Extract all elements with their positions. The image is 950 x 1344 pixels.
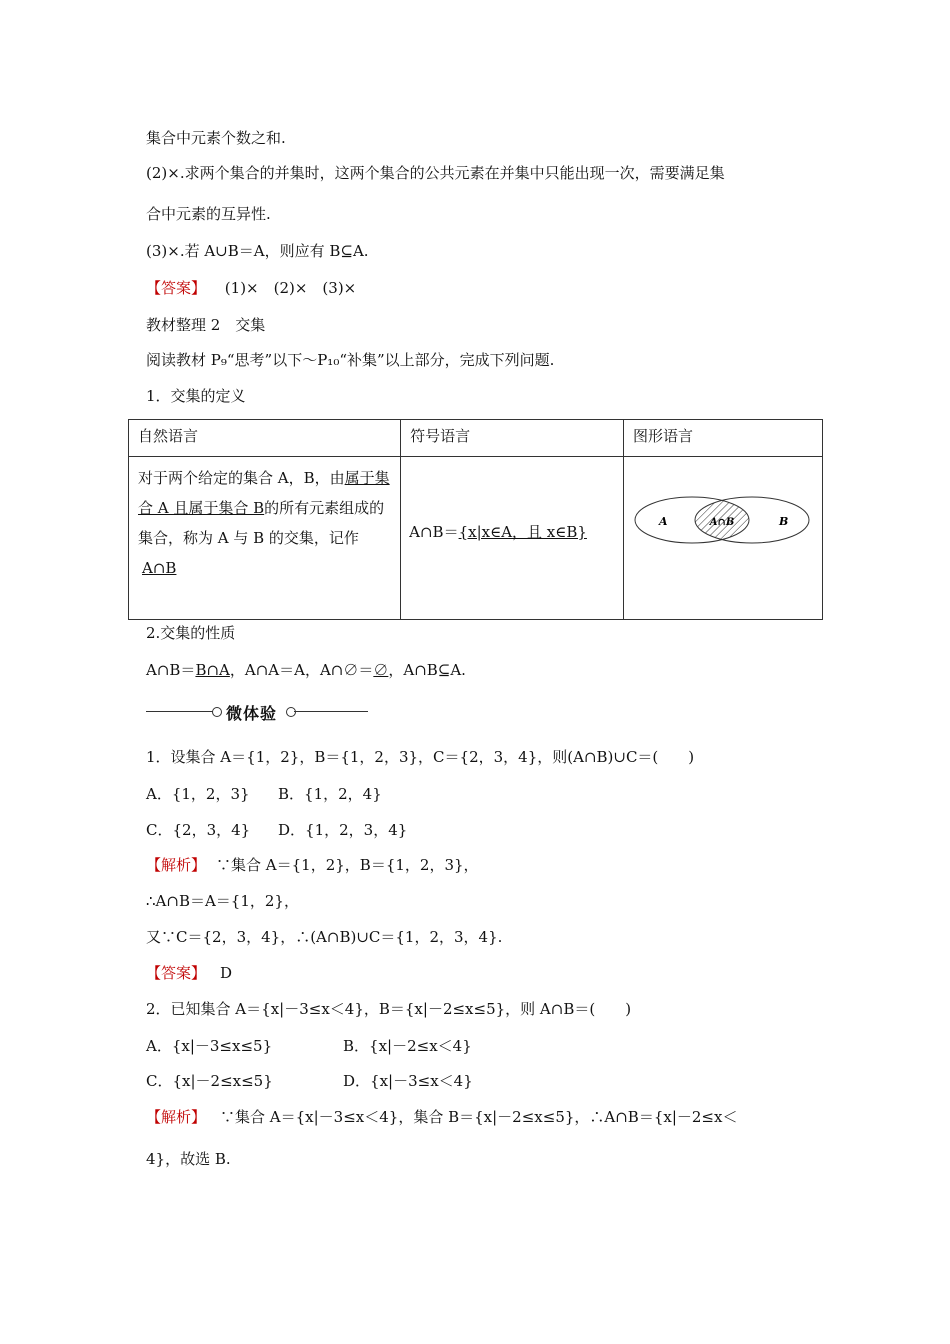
answer-text: (1)× (2)× (3)×	[224, 279, 357, 297]
option-d: D．{1，2，3，4}	[278, 821, 408, 839]
text-line: 集合中元素个数之和.	[146, 129, 286, 147]
option-a: A．{x|－3≤x≤5}	[146, 1037, 273, 1055]
venn-label-a: A	[659, 515, 668, 528]
analysis-tag: 【解析】	[146, 856, 207, 874]
section-divider	[146, 699, 386, 723]
option-d: D．{x|－3≤x＜4}	[343, 1072, 473, 1090]
text-line: (2)×.求两个集合的并集时，这两个集合的公共元素在并集中只能出现一次，需要满足集	[146, 164, 725, 182]
symbol-definition: A∩B＝{x|x∈A，且 x∈B}	[409, 523, 587, 541]
analysis-tag: 【解析】	[146, 1108, 207, 1126]
option-b: B．{1，2，4}	[278, 785, 382, 803]
analysis-line: 又∵C＝{2，3，4}，∴(A∩B)∪C＝{1，2，3，4}.	[146, 928, 503, 946]
venn-label-intersection: A∩B	[709, 517, 735, 528]
venn-label-b: B	[779, 515, 789, 528]
analysis-line: 4}，故选 B.	[146, 1150, 231, 1168]
option-a: A．{1，2，3}	[146, 785, 250, 803]
definition-table	[128, 419, 823, 620]
option-c: C．{2，3，4}	[146, 821, 251, 839]
col-graph-language: 图形语言	[633, 427, 694, 445]
properties-title: 2.交集的性质	[146, 624, 236, 642]
answer-text: D	[220, 964, 233, 982]
reading-note: 阅读教材 P₉“思考”以下～P₁₀“补集”以上部分，完成下列问题.	[146, 351, 555, 369]
natural-definition: 对于两个给定的集合 A，B，由属于集合 A 且属于集合 B的所有元素组成的集合，称为 A 与 B 的交集，记作A∩B	[138, 469, 390, 577]
text-line: (3)×.若 A∪B＝A，则应有 B⊆A.	[146, 242, 369, 260]
col-symbol-language: 符号语言	[410, 427, 471, 445]
analysis-line: 【解析】 ∵集合 A＝{x|－3≤x＜4}，集合 B＝{x|－2≤x≤5}，∴A∩B＝{x|－2≤x＜	[146, 1108, 738, 1126]
venn-diagram	[632, 493, 822, 547]
text-line: 合中元素的互异性.	[146, 205, 271, 223]
divider-label: 微体验	[226, 704, 278, 723]
answer-line	[146, 278, 356, 298]
question-2-stem: 2．已知集合 A＝{x|－3≤x＜4}，B＝{x|－2≤x≤5}，则 A∩B＝( )	[146, 1000, 632, 1018]
definition-title: 1．交集的定义	[146, 387, 246, 405]
option-b: B．{x|－2≤x＜4}	[343, 1037, 472, 1055]
question-1-stem: 1．设集合 A＝{1，2}，B＝{1，2，3}，C＝{2，3，4}，则(A∩B)∪C＝( )	[146, 748, 695, 766]
option-c: C．{x|－2≤x≤5}	[146, 1072, 273, 1090]
analysis-line: 【解析】 ∵集合 A＝{1，2}，B＝{1，2，3}，	[146, 856, 479, 874]
answer-tag: 【答案】	[146, 279, 207, 297]
answer-tag: 【答案】	[146, 964, 207, 982]
answer-line	[146, 963, 232, 983]
section-title: 教材整理 2 交集	[146, 316, 266, 334]
properties-line: A∩B＝B∩A，A∩A＝A，A∩∅＝∅，A∩B⊆A.	[146, 661, 466, 679]
analysis-line: ∴A∩B＝A＝{1，2}，	[146, 892, 299, 910]
col-natural-language: 自然语言	[138, 427, 199, 445]
